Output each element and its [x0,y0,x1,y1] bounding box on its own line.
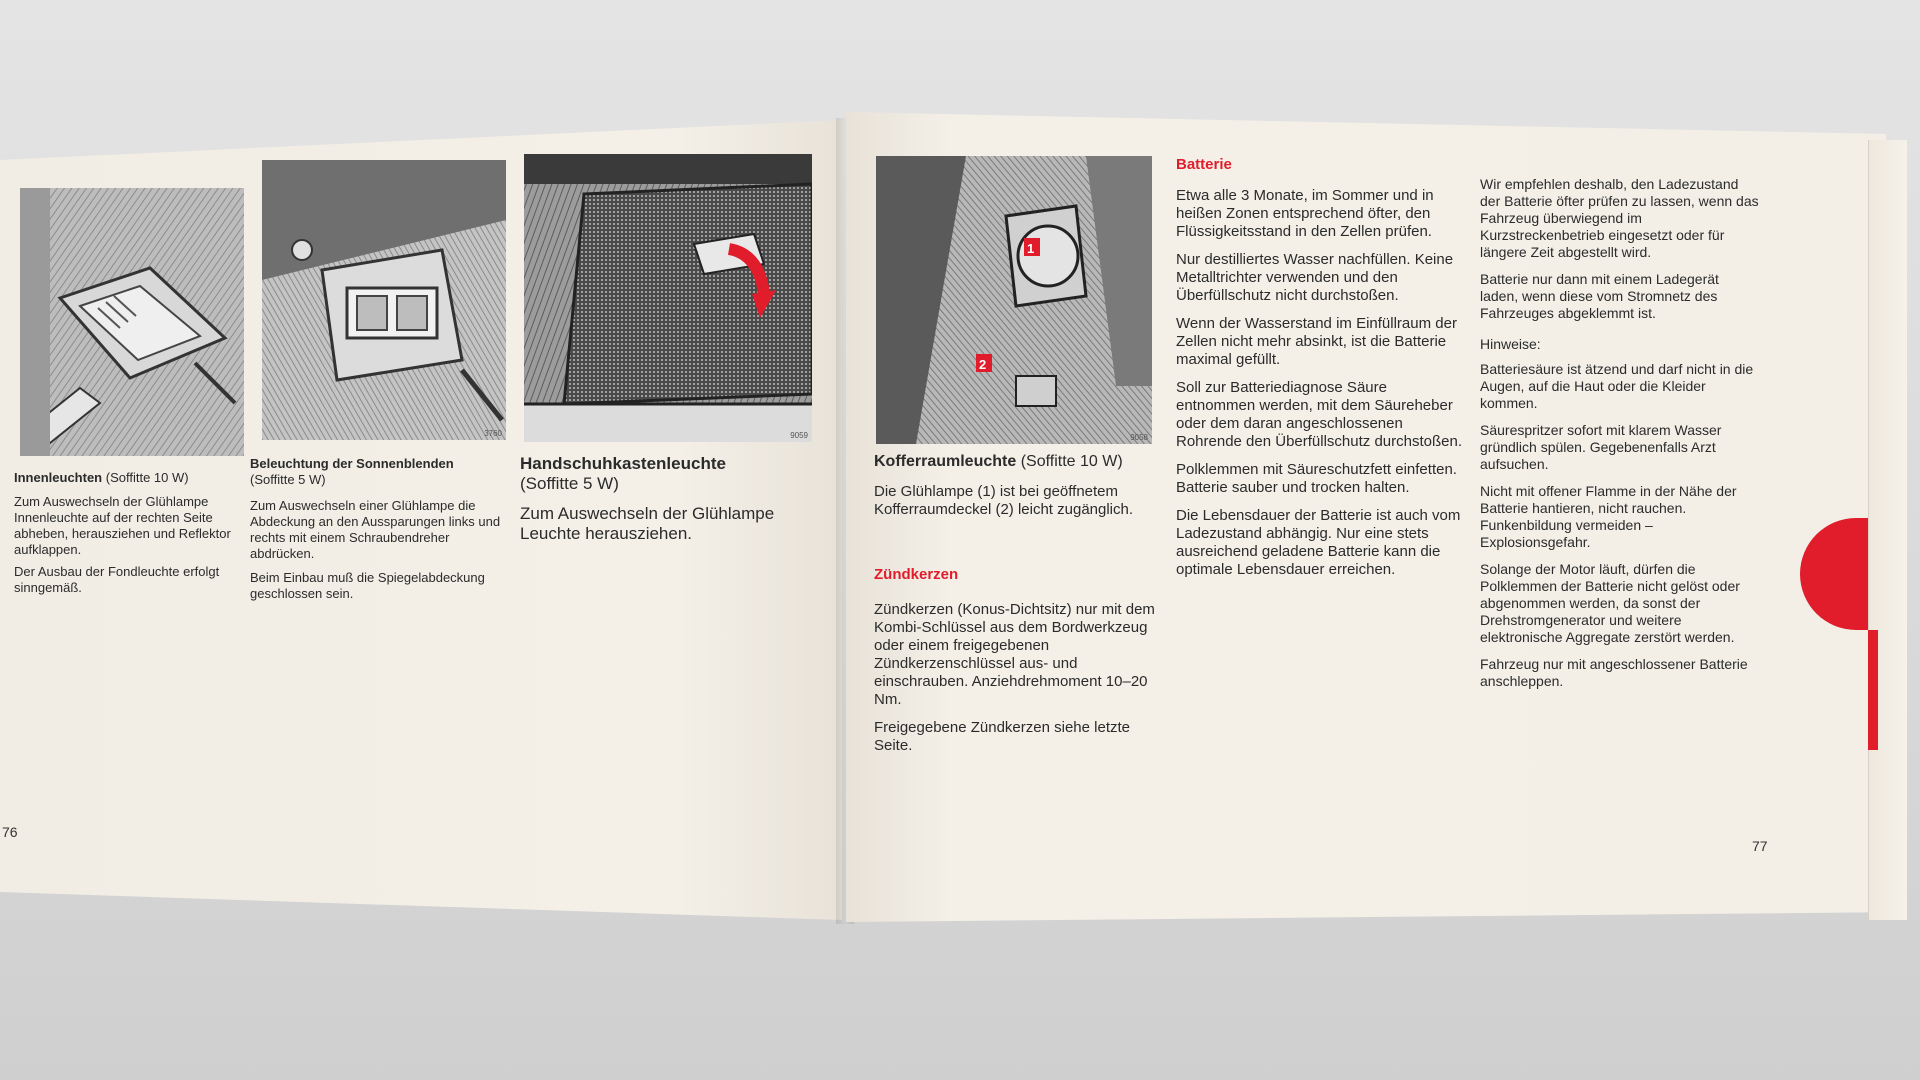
caption-spec: (Soffitte 5 W) [520,474,619,493]
figure-trunk-light [876,156,1152,444]
paragraph: Freigegebene Zündkerzen siehe letzte Seite. [874,719,1130,754]
hint-item: Batteriesäure ist ätzend und darf nicht in die Augen, auf die Haut oder die Kleider kommen. [1480,361,1754,411]
callout-1: 1 [1027,241,1035,256]
caption-title: Kofferraumleuchte [874,453,1017,470]
paragraph: Soll zur Batteriediagnose Säure entnommen werden, mit dem Säureheber oder dem daran angeschlossenen Rohrende den Überfüllschutz durchstoßen. [1176,379,1462,450]
paragraph: Zündkerzen (Konus-Dichtsitz) nur mit dem Kombi-Schlüssel aus dem Bordwerkzeug oder einem freigegebenen Zündkerzenschlüssel aus- und einschrauben. Anziehdrehmoment 10–20 Nm. [874,601,1155,708]
page-number-left: 76 [2,824,18,840]
caption-text: Zum Auswechseln einer Glühlampe die Abdeckung an den Aussparungen links und rechts mit einem Schraubendreher abdrücken. [250,498,501,561]
figure-code: 9058 [1130,433,1148,442]
section-battery [1176,156,1466,589]
figure-sunvisor-light [262,160,506,440]
caption-interior-light [14,470,244,596]
section-battery-continued [1480,176,1760,700]
callout-2: 2 [979,357,987,372]
caption-spec: (Soffitte 10 W) [1020,453,1123,470]
page-edge-stack [1868,140,1907,920]
paragraph: Nur destilliertes Wasser nachfüllen. Keine Metalltrichter verwenden und den Überfüllschutz nicht durchstoßen. [1176,251,1454,304]
caption-sunvisor-light [250,456,502,602]
figure-glovebox-light [524,154,812,442]
section-heading-battery: Batterie [1176,156,1232,173]
figure-code: 9059 [790,431,808,440]
caption-glovebox-light [520,454,810,544]
caption-text: Beim Einbau muß die Spiegelabdeckung geschlossen sein. [250,570,485,601]
figure-code: 3760 [484,429,502,438]
page-number-right: 77 [1752,838,1768,854]
hint-item: Solange der Motor läuft, dürfen die Polklemmen der Batterie nicht gelöst oder abgenommen werden, da sonst der Drehstromgenerator und weitere elektronische Aggregate zerstört werden. [1480,561,1740,645]
hints-title: Hinweise: [1480,336,1541,352]
paragraph: Batterie nur dann mit einem Ladegerät laden, wenn diese vom Stromnetz des Fahrzeuges abgeklemmt ist. [1480,271,1719,321]
paragraph: Polklemmen mit Säureschutzfett einfetten. Batterie sauber und trocken halten. [1176,461,1457,496]
caption-title: Beleuchtung der Sonnenblenden [250,456,454,471]
paragraph: Wenn der Wasserstand im Einfüllraum der Zellen nicht mehr absinkt, ist die Batterie maximal gefüllt. [1176,315,1457,368]
section-heading-spark-plugs: Zündkerzen [874,566,959,583]
paragraph: Wir empfehlen deshalb, den Ladezustand der Batterie öfter prüfen zu lassen, wenn das Fahrzeug überwiegend im Kurzstreckenbetrieb eingesetzt oder für längere Zeit abgestellt wird. [1480,176,1759,260]
caption-title: Innenleuchten [14,470,103,485]
paragraph: Die Lebensdauer der Batterie ist auch vom Ladezustand abhängig. Nur eine stets ausreichend geladene Batterie kann die optimale Lebensdauer erreichen. [1176,507,1461,578]
paragraph: Etwa alle 3 Monate, im Sommer und in heißen Zonen entsprechend öfter, den Flüssigkeitsstand in den Zellen prüfen. [1176,187,1434,240]
caption-text: Der Ausbau der Fondleuchte erfolgt sinngemäß. [14,564,220,595]
caption-spec: (Soffitte 10 W) [105,470,189,485]
caption-text: Zum Auswechseln der Glühlampe Innenleuchte auf der rechten Seite abheben, herausziehen und Reflektor aufklappen. [14,494,231,557]
caption-spec: (Soffitte 5 W) [250,472,326,487]
red-edge-marker [1868,630,1878,750]
caption-title: Handschuhkastenleuchte [520,454,726,473]
hint-item: Fahrzeug nur mit angeschlossener Batterie anschleppen. [1480,656,1748,689]
hint-item: Säurespritzer sofort mit klarem Wasser gründlich spülen. Gegebenenfalls Arzt aufsuchen. [1480,422,1722,472]
figure-interior-light [20,188,244,456]
section-spark-plugs [874,566,1156,765]
caption-text: Die Glühlampe (1) ist bei geöffnetem Kofferraumdeckel (2) leicht zugänglich. [874,483,1134,518]
hint-item: Nicht mit offener Flamme in der Nähe der Batterie hantieren, nicht rauchen. Funkenbildung vermeiden – Explosionsgefahr. [1480,483,1737,550]
caption-trunk-light [874,452,1154,519]
caption-text: Zum Auswechseln der Glühlampe Leuchte herausziehen. [520,504,775,543]
